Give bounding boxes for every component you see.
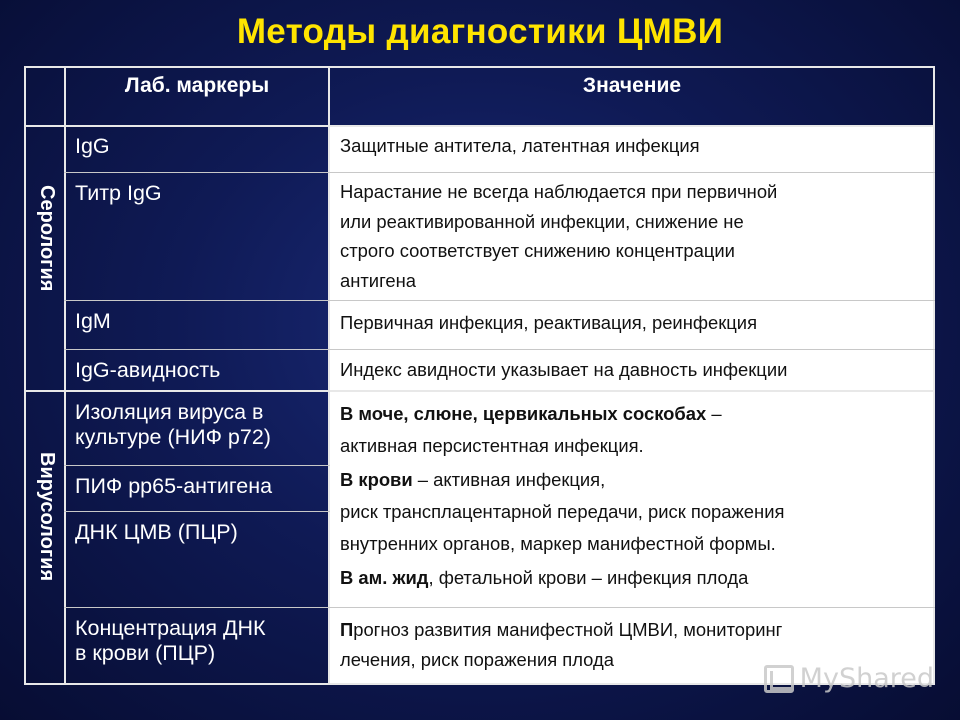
marker-pif-pp65: ПИФ рр65-антигена	[75, 474, 273, 498]
meaning-igg: Защитные антитела, латентная инфекция	[340, 135, 700, 156]
meaning-igm: Первичная инфекция, реактивация, реинфекция	[340, 312, 758, 333]
meaning-line: строго соответствует снижению концентрации	[340, 240, 735, 261]
marker-virus-isolation	[66, 392, 328, 450]
meaning-line: Нарастание не всегда наблюдается при первичной	[340, 181, 778, 202]
watermark	[764, 663, 934, 694]
marker-dna-concentration	[66, 608, 328, 666]
meaning-line: лечения, риск поражения плода	[340, 648, 614, 670]
group-label-virology: Вирусология	[36, 452, 58, 582]
meaning-virology	[340, 398, 930, 594]
watermark-text: MyShared	[799, 663, 934, 694]
presentation-icon	[764, 665, 794, 693]
meaning-line: или реактивированной инфекции, снижение не	[340, 210, 744, 232]
meaning-igg-titer	[340, 177, 930, 295]
marker-igg-titer: Титр IgG	[75, 181, 162, 205]
marker-line: Концентрация ДНК	[75, 616, 266, 640]
marker-igg-avidity: IgG-авидность	[75, 358, 221, 382]
meaning-line: внутренних органов, маркер манифестной формы.	[340, 533, 776, 554]
group-label-serology: Серология	[36, 185, 58, 292]
meaning-line: антигена	[340, 269, 416, 291]
meaning-line: риск трансплацентарной передачи, риск поражения	[340, 501, 785, 522]
meaning-line: Прогноз развития манифестной ЦМВИ, мониторинг	[340, 619, 783, 640]
header-meaning: Значение	[582, 74, 682, 97]
marker-line: в крови (ПЦР)	[75, 641, 216, 665]
marker-line: Изоляция вируса в	[75, 400, 264, 424]
meaning-igg-avidity: Индекс авидности указывает на давность инфекции	[340, 359, 788, 380]
header-markers: Лаб. маркеры	[124, 74, 270, 97]
meaning-line: В крови – активная инфекция,	[340, 469, 606, 490]
meaning-line: В моче, слюне, цервикальных соскобах –	[340, 403, 722, 424]
marker-igg: IgG	[75, 134, 110, 158]
meaning-line: В ам. жид, фетальной крови – инфекция плода	[340, 567, 749, 588]
col-divider-meaning	[328, 66, 330, 685]
marker-line: культуре (НИФ р72)	[75, 425, 271, 449]
marker-cmv-dna-pcr: ДНК ЦМВ (ПЦР)	[75, 520, 238, 544]
marker-igm: IgM	[75, 309, 111, 333]
page-title: Методы диагностики ЦМВИ	[236, 12, 724, 51]
meaning-line: активная персистентная инфекция.	[340, 435, 644, 456]
